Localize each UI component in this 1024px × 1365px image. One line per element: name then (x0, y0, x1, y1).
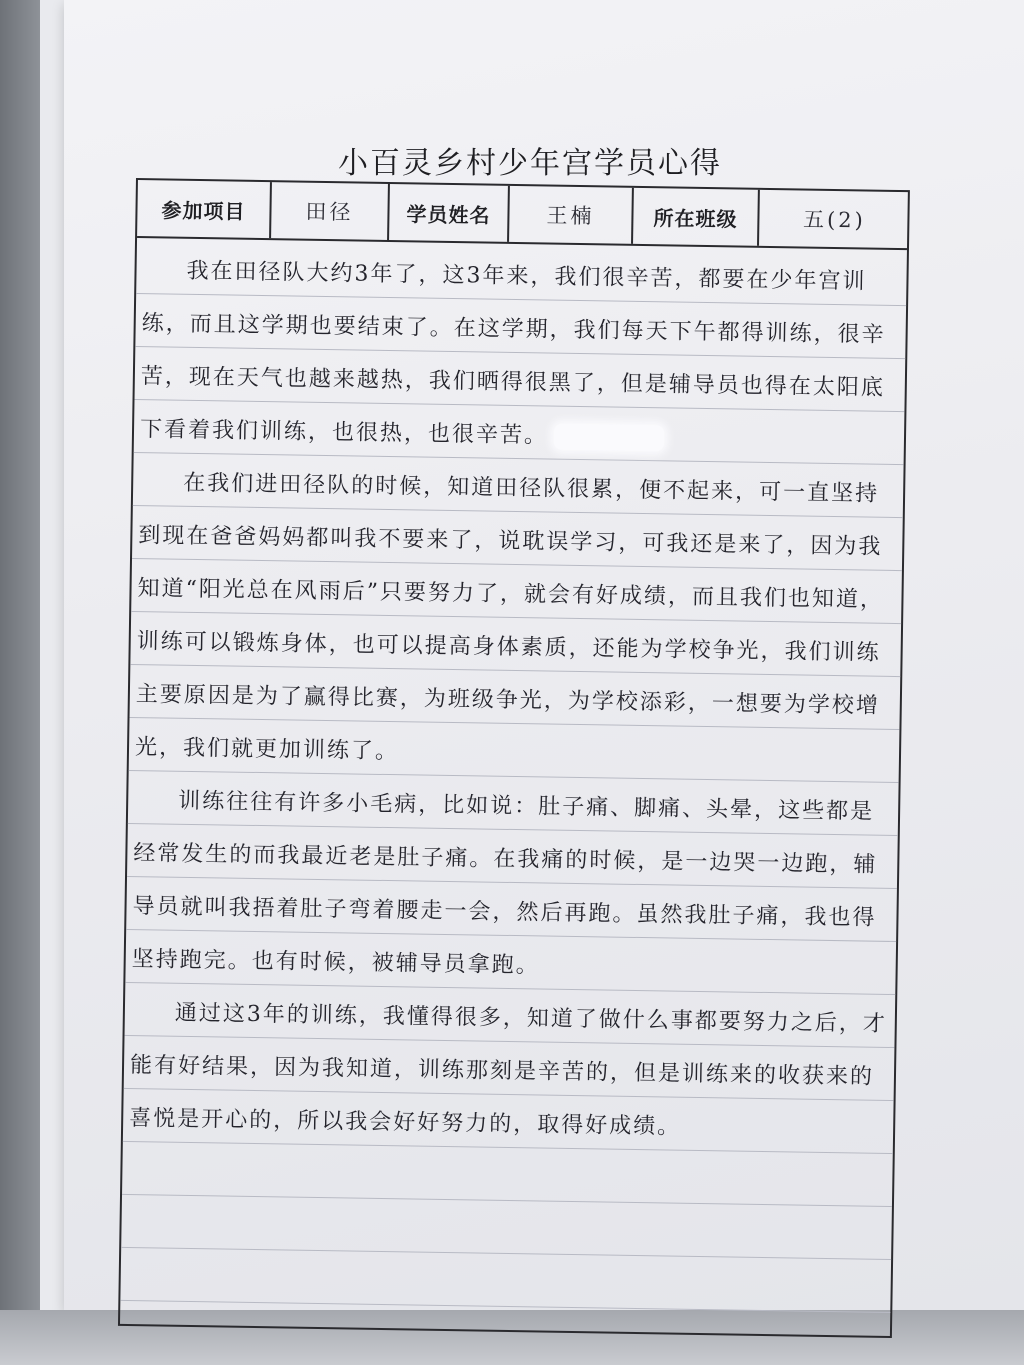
form-table (118, 178, 910, 1338)
essay-paragraph-3: 训练往往有许多小毛病，比如说：肚子痛、脚痛、头晕，这些都是经常发生的而我最近老是肚子痛。在我痛的时候，是一边哭一边跑，辅导员就叫我捂着肚子弯着腰走一会，然后再跑。虽然我肚子痛，我也得坚持跑完。也有时候，被辅导员拿跑。 (131, 788, 878, 979)
paragraph-text: 我在田径队大约3年了，这3年来，我们很辛苦，都要在少年宫训练，而且这学期也要结束了。在这学期，我们每天下午都得训练，很辛苦，现在天气也越来越热，我们晒得很黑了，但是辅导员也得在太阳底下看着我们训练，也很热，也很辛苦。 (139, 258, 886, 449)
name-label-cell (389, 184, 510, 242)
essay-paragraph-4: 通过这3年的训练，我懂得很多，知道了做什么事都要努力之后，才能有好结果，因为我知道，训练那刻是辛苦的，但是训练来的收获来的喜悦是开心的，所以我会好好努力的，取得好成绩。 (129, 1000, 887, 1140)
page-title: 小百灵乡村少年宫学员心得 (338, 146, 722, 181)
class-value: 五(2) (802, 207, 866, 233)
project-label: 参加项目 (161, 197, 246, 224)
name-value-cell (509, 186, 634, 244)
ruled-line (122, 1194, 892, 1207)
class-label: 所在班级 (653, 205, 738, 231)
project-label-cell (137, 180, 272, 238)
class-label-cell (633, 188, 760, 246)
ruled-line (121, 1247, 891, 1260)
essay-paragraph-1 (140, 244, 903, 468)
background-surface (0, 0, 40, 1365)
essay-paragraph-2: 在我们进田径队的时候，知道田径队很累，便不起来，可一直坚持到现在爸爸妈妈都叫我不要来了，说耽误学习，可我还是来了，因为我知道“阳光总在风雨后”只要努力了，就会有好成绩，而且我们也知道，训练可以锻炼身体，也可以提高身体素质，还能为学校争光，我们训练主要原因是为了赢得比赛，为班级争光，为学校添彩，一想要为学校增光，我们就更加训练了。 (134, 470, 885, 765)
redaction-blur (554, 424, 664, 452)
essay-text (129, 244, 903, 1157)
name-value: 王楠 (546, 203, 595, 229)
project-value-cell (271, 182, 390, 240)
class-value-cell (759, 190, 910, 248)
project-value: 田径 (305, 199, 354, 225)
ruled-line (120, 1300, 890, 1313)
essay-area (120, 238, 907, 1338)
name-label: 学员姓名 (406, 201, 491, 228)
